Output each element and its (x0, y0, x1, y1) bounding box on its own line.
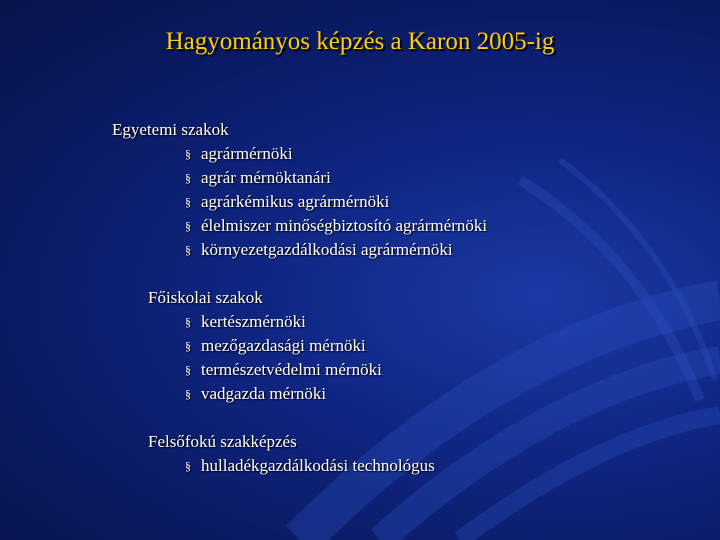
slide-title: Hagyományos képzés a Karon 2005-ig (165, 28, 555, 55)
list-item-text: agrár mérnöktanári (201, 168, 331, 187)
item-list (185, 454, 435, 478)
list-item (185, 166, 331, 190)
section-heading: Főiskolai szakok (148, 288, 263, 307)
bullet-icon: § (185, 243, 191, 257)
list-item-text: természetvédelmi mérnöki (201, 360, 382, 379)
bullet-icon: § (185, 195, 191, 209)
bullet-icon: § (185, 171, 191, 185)
section-felsofoku-szakkepzes (148, 430, 435, 478)
list-item-text: agrármérnöki (201, 144, 293, 163)
list-item (185, 358, 382, 382)
list-item-text: környezetgazdálkodási agrármérnöki (201, 240, 453, 259)
list-item (185, 454, 435, 478)
list-item-text: élelmiszer minőségbiztosító agrármérnöki (201, 216, 488, 235)
bullet-icon: § (185, 339, 191, 353)
list-item-text: agrárkémikus agrármérnöki (201, 192, 390, 211)
bullet-icon: § (185, 147, 191, 161)
section-egyetemi-szakok (112, 118, 488, 262)
list-item (185, 142, 302, 166)
bullet-icon: § (185, 219, 191, 233)
list-item-text: hulladékgazdálkodási technológus (201, 456, 435, 475)
list-item-text: kertészmérnöki (201, 312, 306, 331)
list-item (185, 190, 390, 214)
bullet-icon: § (185, 459, 191, 473)
section-heading: Egyetemi szakok (112, 120, 229, 139)
bullet-icon: § (185, 315, 191, 329)
item-list (185, 310, 382, 406)
list-item (185, 382, 327, 406)
list-item (185, 214, 488, 238)
section-foiskolai-szakok (148, 286, 382, 406)
bullet-icon: § (185, 387, 191, 401)
list-item-text: vadgazda mérnöki (201, 384, 327, 403)
item-list (185, 142, 488, 262)
section-heading: Felsőfokú szakképzés (148, 432, 297, 451)
bullet-icon: § (185, 363, 191, 377)
list-item (185, 310, 306, 334)
list-item (185, 334, 366, 358)
list-item-text: mezőgazdasági mérnöki (201, 336, 366, 355)
list-item (185, 238, 453, 262)
